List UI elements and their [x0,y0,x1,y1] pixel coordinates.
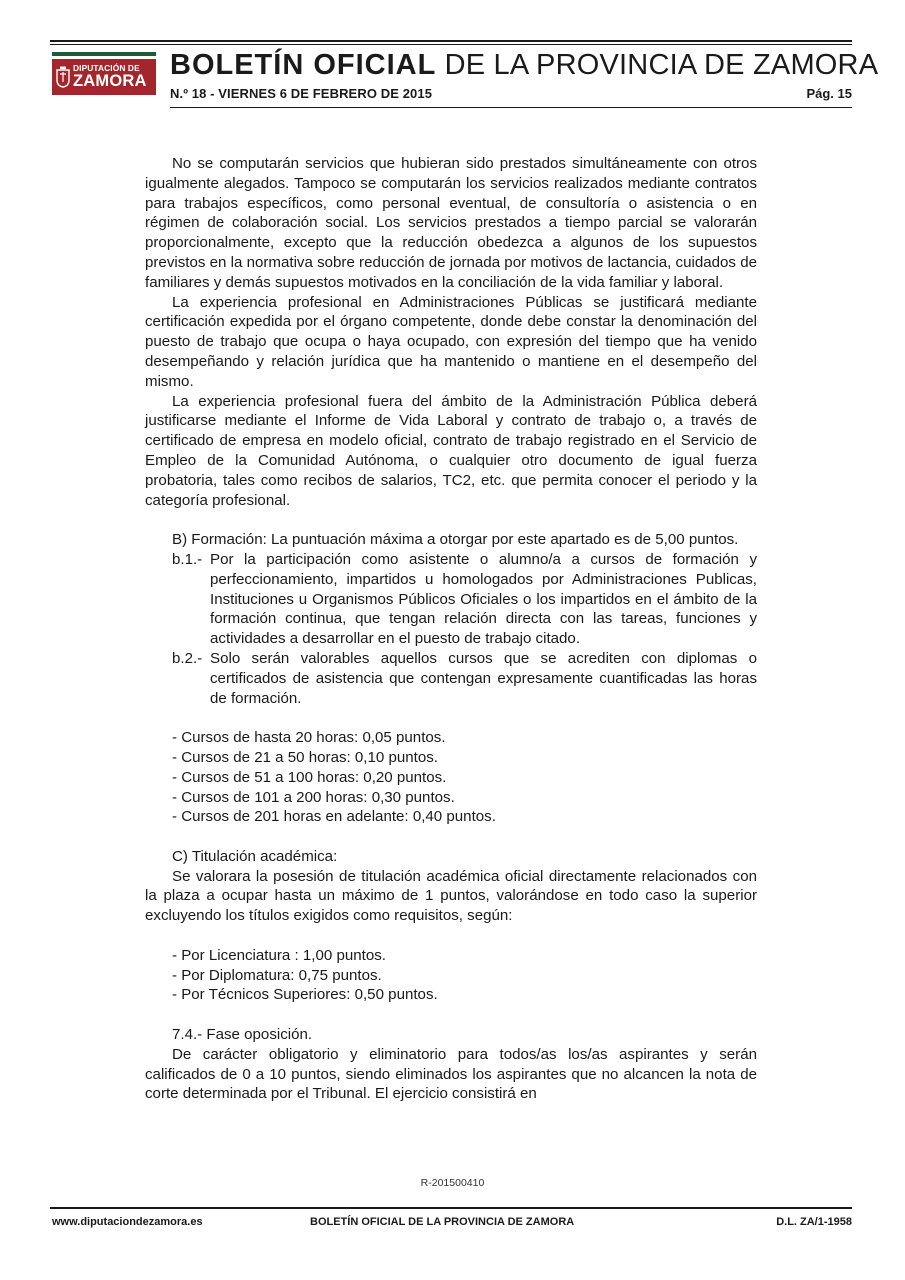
paragraph: La experiencia profesional en Administraciones Públicas se justificará mediante certificación expedida por el órgano competente, donde debe constar la denominación del puesto de trabajo que ocupa o haya ocupado, con expresión del tiempo que ha venido desempeñando y relación jurídica que ha mantenido o mantiene en el desempeño del mismo. [145,293,757,390]
degree-item: - Por Diplomatura: 0,75 puntos. [172,966,382,984]
spacer [145,708,757,728]
paragraph: La experiencia profesional fuera del ámbito de la Administración Pública deberá justificarse mediante el Informe de Vida Laboral y contrato de trabajo o, a través de certificado de empresa en modelo oficial, contrato de trabajo registrado en el Servicio de Empleo de la Comunidad Autónoma, o cualquier otro documento de igual fuerza probatoria, tales como recibos de salarios, TC2, etc. que permita conocer el periodo y la categoría profesional. [145,392,757,509]
list-item-text: Solo serán valorables aquellos cursos que se acrediten con diplomas o certificados de asistencia que contengan expresamente cuantificadas las horas de formación. [210,649,757,707]
section-c-heading: C) Titulación académica: [172,847,338,865]
diputacion-logo [52,52,156,102]
section-74-heading: 7.4.- Fase oposición. [172,1026,313,1044]
crest-icon [56,66,70,88]
website-link[interactable]: www.diputaciondezamora.es [52,1216,203,1228]
list-item-b2 [145,649,757,708]
issue-date: N.º 18 - VIERNES 6 DE FEBRERO DE 2015 [170,86,433,101]
logo-line2: ZAMORA [73,72,147,91]
logo-line1: DIPUTACIÓN DE [73,63,140,74]
degree-item: - Por Técnicos Superiores: 0,50 puntos. [172,986,438,1004]
bulletin-title [170,49,878,81]
header-top-rule-thin [50,44,852,45]
footer-title: BOLETÍN OFICIAL DE LA PROVINCIA DE ZAMORA [310,1216,575,1228]
spacer [145,926,757,946]
course-item: - Cursos de 51 a 100 horas: 0,20 puntos. [172,768,447,786]
section-b-heading: B) Formación: La puntuación máxima a otorgar por este apartado es de 5,00 puntos. [172,531,739,549]
list-item-label: b.2.- [172,649,203,667]
spacer [145,1005,757,1025]
course-item: - Cursos de 201 horas en adelante: 0,40 puntos. [172,808,496,826]
document-body [145,154,757,1104]
paragraph: No se computarán servicios que hubieran sido prestados simultáneamente con otros igualmente alegados. Tampoco se computarán los servicios realizados mediante contratos para trabajos específicos, como personal eventual, de consultoría o asistencia o en régimen de colaboración social. Los servicios prestados a tiempo parcial se valorarán proporcionalmente, excepto que la reducción obedezca a algunos de los supuestos previstos en la normativa sobre reducción de jornada por motivos de lactancia, cuidados de familiares y demás supuestos motivados en la conciliación de la vida familiar y laboral. [145,155,757,291]
spacer [145,827,757,847]
document-reference: R-201500410 [420,1177,485,1189]
header-bottom-rule [170,107,852,108]
degree-item: - Por Licenciatura : 1,00 puntos. [172,946,386,964]
legal-deposit: D.L. ZA/1-1958 [776,1216,852,1228]
list-item-b1 [145,550,757,649]
paragraph: Se valorara la posesión de titulación académica oficial directamente relacionados con la plaza a ocupar hasta un máximo de 1 puntos, valorándose en todo caso la superior excluyendo los títulos exigidos como requisitos, según: [145,867,757,925]
logo-plate [52,59,156,95]
course-item: - Cursos de 21 a 50 horas: 0,10 puntos. [172,748,438,766]
course-item: - Cursos de hasta 20 horas: 0,05 puntos. [172,729,446,747]
paragraph: De carácter obligatorio y eliminatorio para todos/as los/as aspirantes y serán calificados de 0 a 10 puntos, siendo eliminados los aspirantes que no alcancen la nota de corte determinada por el Tribunal. El ejercicio consistirá en [145,1045,757,1103]
footer-rule [50,1207,852,1209]
course-item: - Cursos de 101 a 200 horas: 0,30 puntos. [172,788,455,806]
spacer [145,510,757,530]
bulletin-title-bold: BOLETÍN OFICIAL [170,49,437,81]
page-number: Pág. 15 [806,86,852,101]
list-item-label: b.1.- [172,550,203,568]
bulletin-title-rest: DE LA PROVINCIA DE ZAMORA [436,49,879,81]
list-item-text: Por la participación como asistente o alumno/a a cursos de formación y perfeccionamiento, impartidos u homologados por Administraciones Publicas, Instituciones u Organismos Públicos Oficiales o los impartidos en el ámbito de la formación continua, que tengan relación directa con las tareas, funciones y actividades a desarrollar en el puesto de trabajo citado. [210,550,757,648]
header-top-rule [50,40,852,42]
